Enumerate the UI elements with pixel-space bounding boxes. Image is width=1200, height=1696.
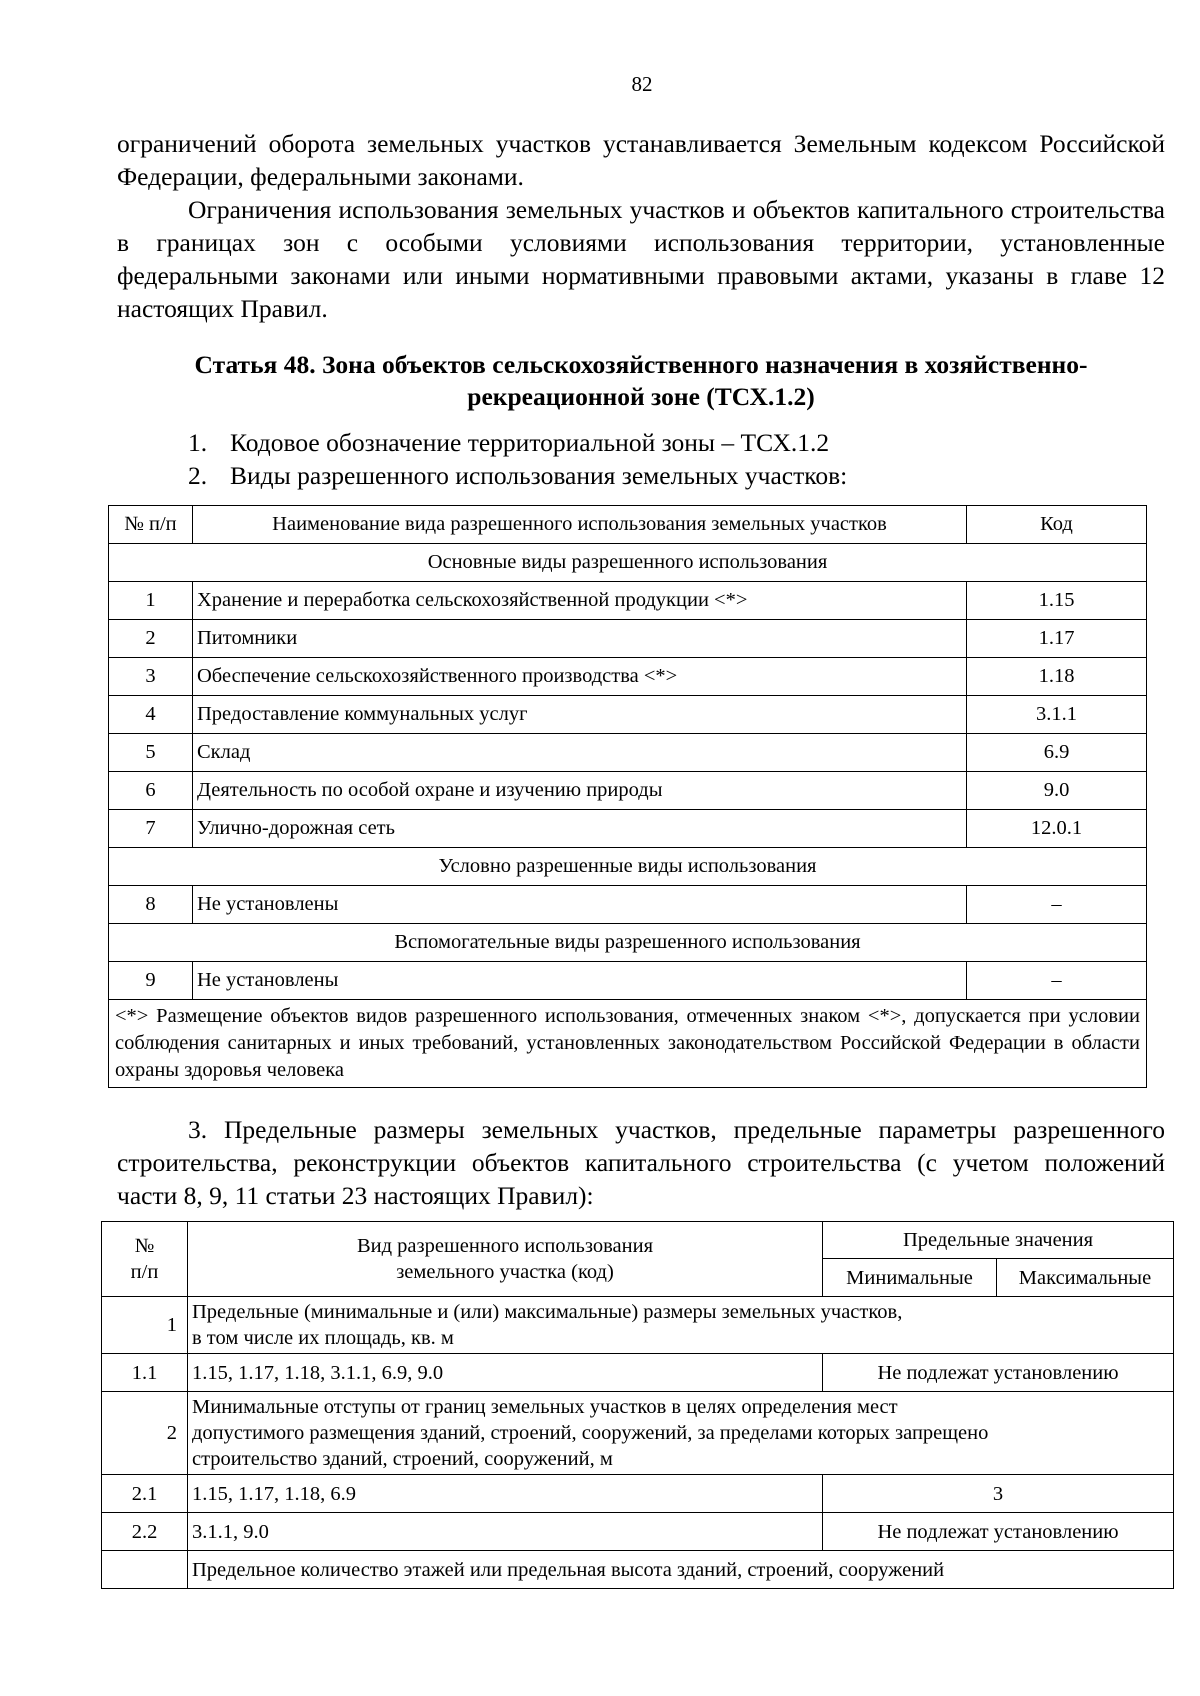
table-row: [109, 772, 1147, 810]
article-title-line2: рекреационной зоне (ТСХ.1.2): [467, 382, 815, 411]
table-row: [102, 1513, 1174, 1551]
row-code: 6.9: [967, 734, 1147, 772]
list-item-number: 2.: [188, 461, 208, 490]
section-row-auxiliary: [109, 924, 1147, 962]
row-name: Обеспечение сельскохозяйственного производства <*>: [193, 658, 967, 696]
table-row: [102, 1354, 1174, 1392]
paragraph-limit-sizes: 3. Предельные размеры земельных участков, предельные параметры разрешенного строительства, реконструкции объектов капитального строительства (с учетом положений части 8, 9, 11 статьи 23 настоящих Правил):: [117, 1115, 1165, 1210]
row-name: Деятельность по особой охране и изучению природы: [193, 772, 967, 810]
header-num-line1: №: [134, 1235, 155, 1257]
header-use-type-line2: земельного участка (код): [396, 1261, 614, 1283]
header-name: Наименование вида разрешенного использования земельных участков: [193, 506, 967, 544]
row-num: 2.1: [102, 1475, 188, 1513]
table-row: [102, 1475, 1174, 1513]
row-num: 9: [109, 962, 193, 1000]
page-number: 82: [631, 72, 653, 96]
row-name: Хранение и переработка сельскохозяйственной продукции <*>: [193, 582, 967, 620]
paragraph-restrictions-zones: Ограничения использования земельных участков и объектов капитального строительства в границах зон с особыми условиями использования территории, установленные федеральными законами или иными нормативными правовыми актами, указаны в главе 12 настоящих Правил.: [117, 195, 1165, 323]
row-code: –: [967, 962, 1147, 1000]
paragraph-restrictions-turnover: ограничений оборота земельных участков устанавливается Земельным кодексом Российской Федерации, федеральными законами.: [117, 129, 1165, 191]
row-name: Предоставление коммунальных услуг: [193, 696, 967, 734]
article-title-line1: Статья 48. Зона объектов сельскохозяйственного назначения в хозяйственно-: [194, 350, 1088, 379]
row-code: 12.0.1: [967, 810, 1147, 848]
row-num: 2: [109, 620, 193, 658]
list-item-text: Кодовое обозначение территориальной зоны – ТСХ.1.2: [230, 428, 830, 457]
row-description-line: Минимальные отступы от границ земельных участков в целях определения мест: [192, 1396, 898, 1418]
row-num: 2.2: [102, 1513, 188, 1551]
row-description-line: в том числе их площадь, кв. м: [192, 1327, 454, 1349]
header-num: [102, 1222, 188, 1297]
table-row: [109, 696, 1147, 734]
table-row: [102, 1392, 1174, 1475]
header-num-line2: п/п: [130, 1261, 159, 1283]
row-num: 1: [102, 1297, 188, 1354]
section-row-main: [109, 544, 1147, 582]
header-use-type: [188, 1222, 823, 1297]
row-description: [188, 1297, 1174, 1354]
permitted-uses-table: [108, 505, 1147, 1088]
table-row: [109, 734, 1147, 772]
row-num: 3: [109, 658, 193, 696]
row-num: 4: [109, 696, 193, 734]
row-value: Не подлежат установлению: [823, 1513, 1174, 1551]
table-row: [102, 1551, 1174, 1589]
header-limit-values: Предельные значения: [823, 1222, 1174, 1259]
row-code: 1.18: [967, 658, 1147, 696]
row-code: –: [967, 886, 1147, 924]
table-note: <*> Размещение объектов видов разрешенного использования, отмеченных знаком <*>, допускается при условии соблюдения санитарных и иных требований, установленных законодательством Российской Федерации в области охраны здоровья человека: [109, 1000, 1147, 1088]
row-name: Улично-дорожная сеть: [193, 810, 967, 848]
row-code: 1.15: [967, 582, 1147, 620]
section-title-conditional: Условно разрешенные виды использования: [109, 848, 1147, 886]
row-num: 6: [109, 772, 193, 810]
row-value: 3: [823, 1475, 1174, 1513]
list-item-text: Виды разрешенного использования земельных участков:: [230, 461, 848, 490]
row-code: 3.1.1: [967, 696, 1147, 734]
row-value: Не подлежат установлению: [823, 1354, 1174, 1392]
table-row: [102, 1297, 1174, 1354]
header-min: Минимальные: [823, 1259, 997, 1297]
row-num: 5: [109, 734, 193, 772]
row-num: [102, 1551, 188, 1589]
row-description-line: строительство зданий, строений, сооружений, м: [192, 1448, 613, 1470]
row-num: 1: [109, 582, 193, 620]
table-row: [109, 810, 1147, 848]
row-num: 7: [109, 810, 193, 848]
section-title-main: Основные виды разрешенного использования: [109, 544, 1147, 582]
note-row: [109, 1000, 1147, 1088]
header-num: № п/п: [109, 506, 193, 544]
header-code: Код: [967, 506, 1147, 544]
row-num: 2: [102, 1392, 188, 1475]
row-codes: 3.1.1, 9.0: [188, 1513, 823, 1551]
table-row: [109, 620, 1147, 658]
list-item-permitted-uses: [188, 460, 847, 492]
row-description: Предельное количество этажей или предельная высота зданий, строений, сооружений: [188, 1551, 1174, 1589]
table-row: [109, 658, 1147, 696]
table-header-row: [102, 1222, 1174, 1259]
table-header-row: [109, 506, 1147, 544]
row-description: [188, 1392, 1174, 1475]
list-item-number: 1.: [188, 428, 208, 457]
row-description-line: Предельные (минимальные и (или) максимальные) размеры земельных участков,: [192, 1301, 903, 1323]
row-name: Склад: [193, 734, 967, 772]
table-row: [109, 962, 1147, 1000]
table-row: [109, 582, 1147, 620]
header-max: Максимальные: [997, 1259, 1174, 1297]
row-codes: 1.15, 1.17, 1.18, 6.9: [188, 1475, 823, 1513]
row-description-line: допустимого размещения зданий, строений, сооружений, за пределами которых запрещено: [192, 1422, 989, 1444]
row-num: 1.1: [102, 1354, 188, 1392]
row-name: Питомники: [193, 620, 967, 658]
row-code: 9.0: [967, 772, 1147, 810]
limit-parameters-table: [101, 1221, 1174, 1589]
list-item-zone-code: [188, 427, 829, 459]
table-row: [109, 886, 1147, 924]
row-name: Не установлены: [193, 886, 967, 924]
row-codes: 1.15, 1.17, 1.18, 3.1.1, 6.9, 9.0: [188, 1354, 823, 1392]
section-title-auxiliary: Вспомогательные виды разрешенного использования: [109, 924, 1147, 962]
section-row-conditional: [109, 848, 1147, 886]
article-title: [117, 349, 1165, 413]
row-code: 1.17: [967, 620, 1147, 658]
row-name: Не установлены: [193, 962, 967, 1000]
row-num: 8: [109, 886, 193, 924]
header-use-type-line1: Вид разрешенного использования: [356, 1235, 654, 1257]
